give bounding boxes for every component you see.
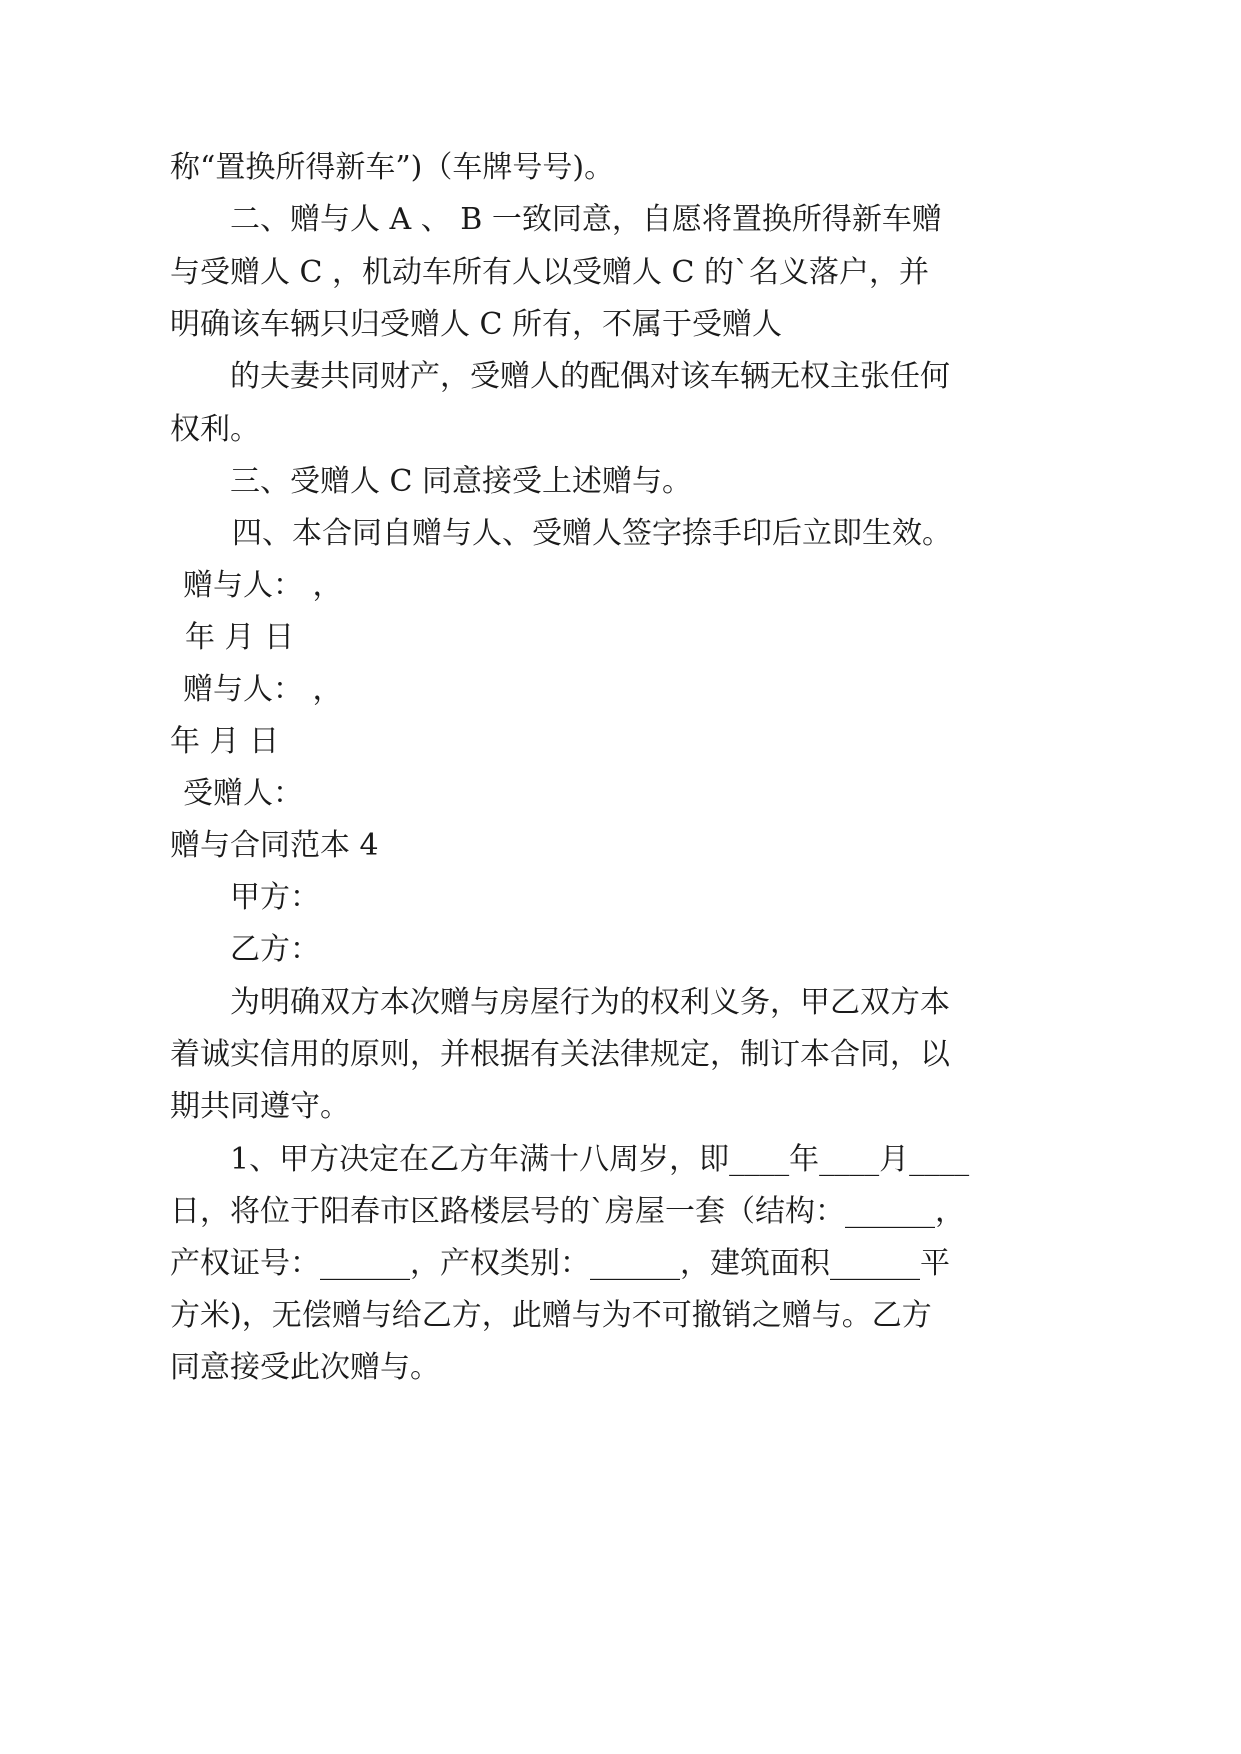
signature-label: 赠与人： ，: [183, 568, 343, 603]
text-line: 着诚实信用的原则，并根据有关法律规定，制订本合同，以: [170, 1037, 950, 1072]
text-line: 权利。: [170, 412, 260, 447]
text-line: 三、受赠人 C 同意接受上述赠与。: [230, 464, 693, 499]
text-line: 二、赠与人 A 、 B 一致同意，自愿将置换所得新车赠: [230, 202, 942, 237]
text-line: 日，将位于阳春市区路楼层号的`房屋一套（结构：______，: [170, 1194, 965, 1229]
text-line: 产权证号：______，产权类别：______，建筑面积______平: [170, 1246, 950, 1281]
section-title: 赠与合同范本 4: [170, 828, 379, 863]
text-line: 与受赠人 C ，机动车所有人以受赠人 C 的`名义落户，并: [170, 255, 930, 290]
text-line: 期共同遵守。: [170, 1089, 350, 1124]
text-line: 同意接受此次赠与。: [170, 1350, 440, 1385]
date-line: 年 月 日: [185, 620, 295, 655]
date-line: 年 月 日: [170, 724, 280, 759]
text-line: 的夫妻共同财产，受赠人的配偶对该车辆无权主张任何: [230, 359, 950, 394]
text-line: 1、甲方决定在乙方年满十八周岁，即____年____月____: [230, 1142, 970, 1177]
signature-label: 赠与人： ，: [183, 672, 343, 707]
text-line: 称“置换所得新车”)（车牌号号)。: [170, 150, 615, 185]
text-line: 方米)，无偿赠与给乙方，此赠与为不可撤销之赠与。乙方: [170, 1298, 932, 1333]
text-line: 四、本合同自赠与人、受赠人签字捺手印后立即生效。: [232, 516, 952, 551]
signature-label: 受赠人：: [183, 776, 303, 811]
text-line: 为明确双方本次赠与房屋行为的权利义务，甲乙双方本: [230, 985, 950, 1020]
text-line: 明确该车辆只归受赠人 C 所有，不属于受赠人: [170, 307, 783, 342]
party-a-label: 甲方：: [230, 880, 320, 915]
party-b-label: 乙方：: [230, 932, 320, 967]
